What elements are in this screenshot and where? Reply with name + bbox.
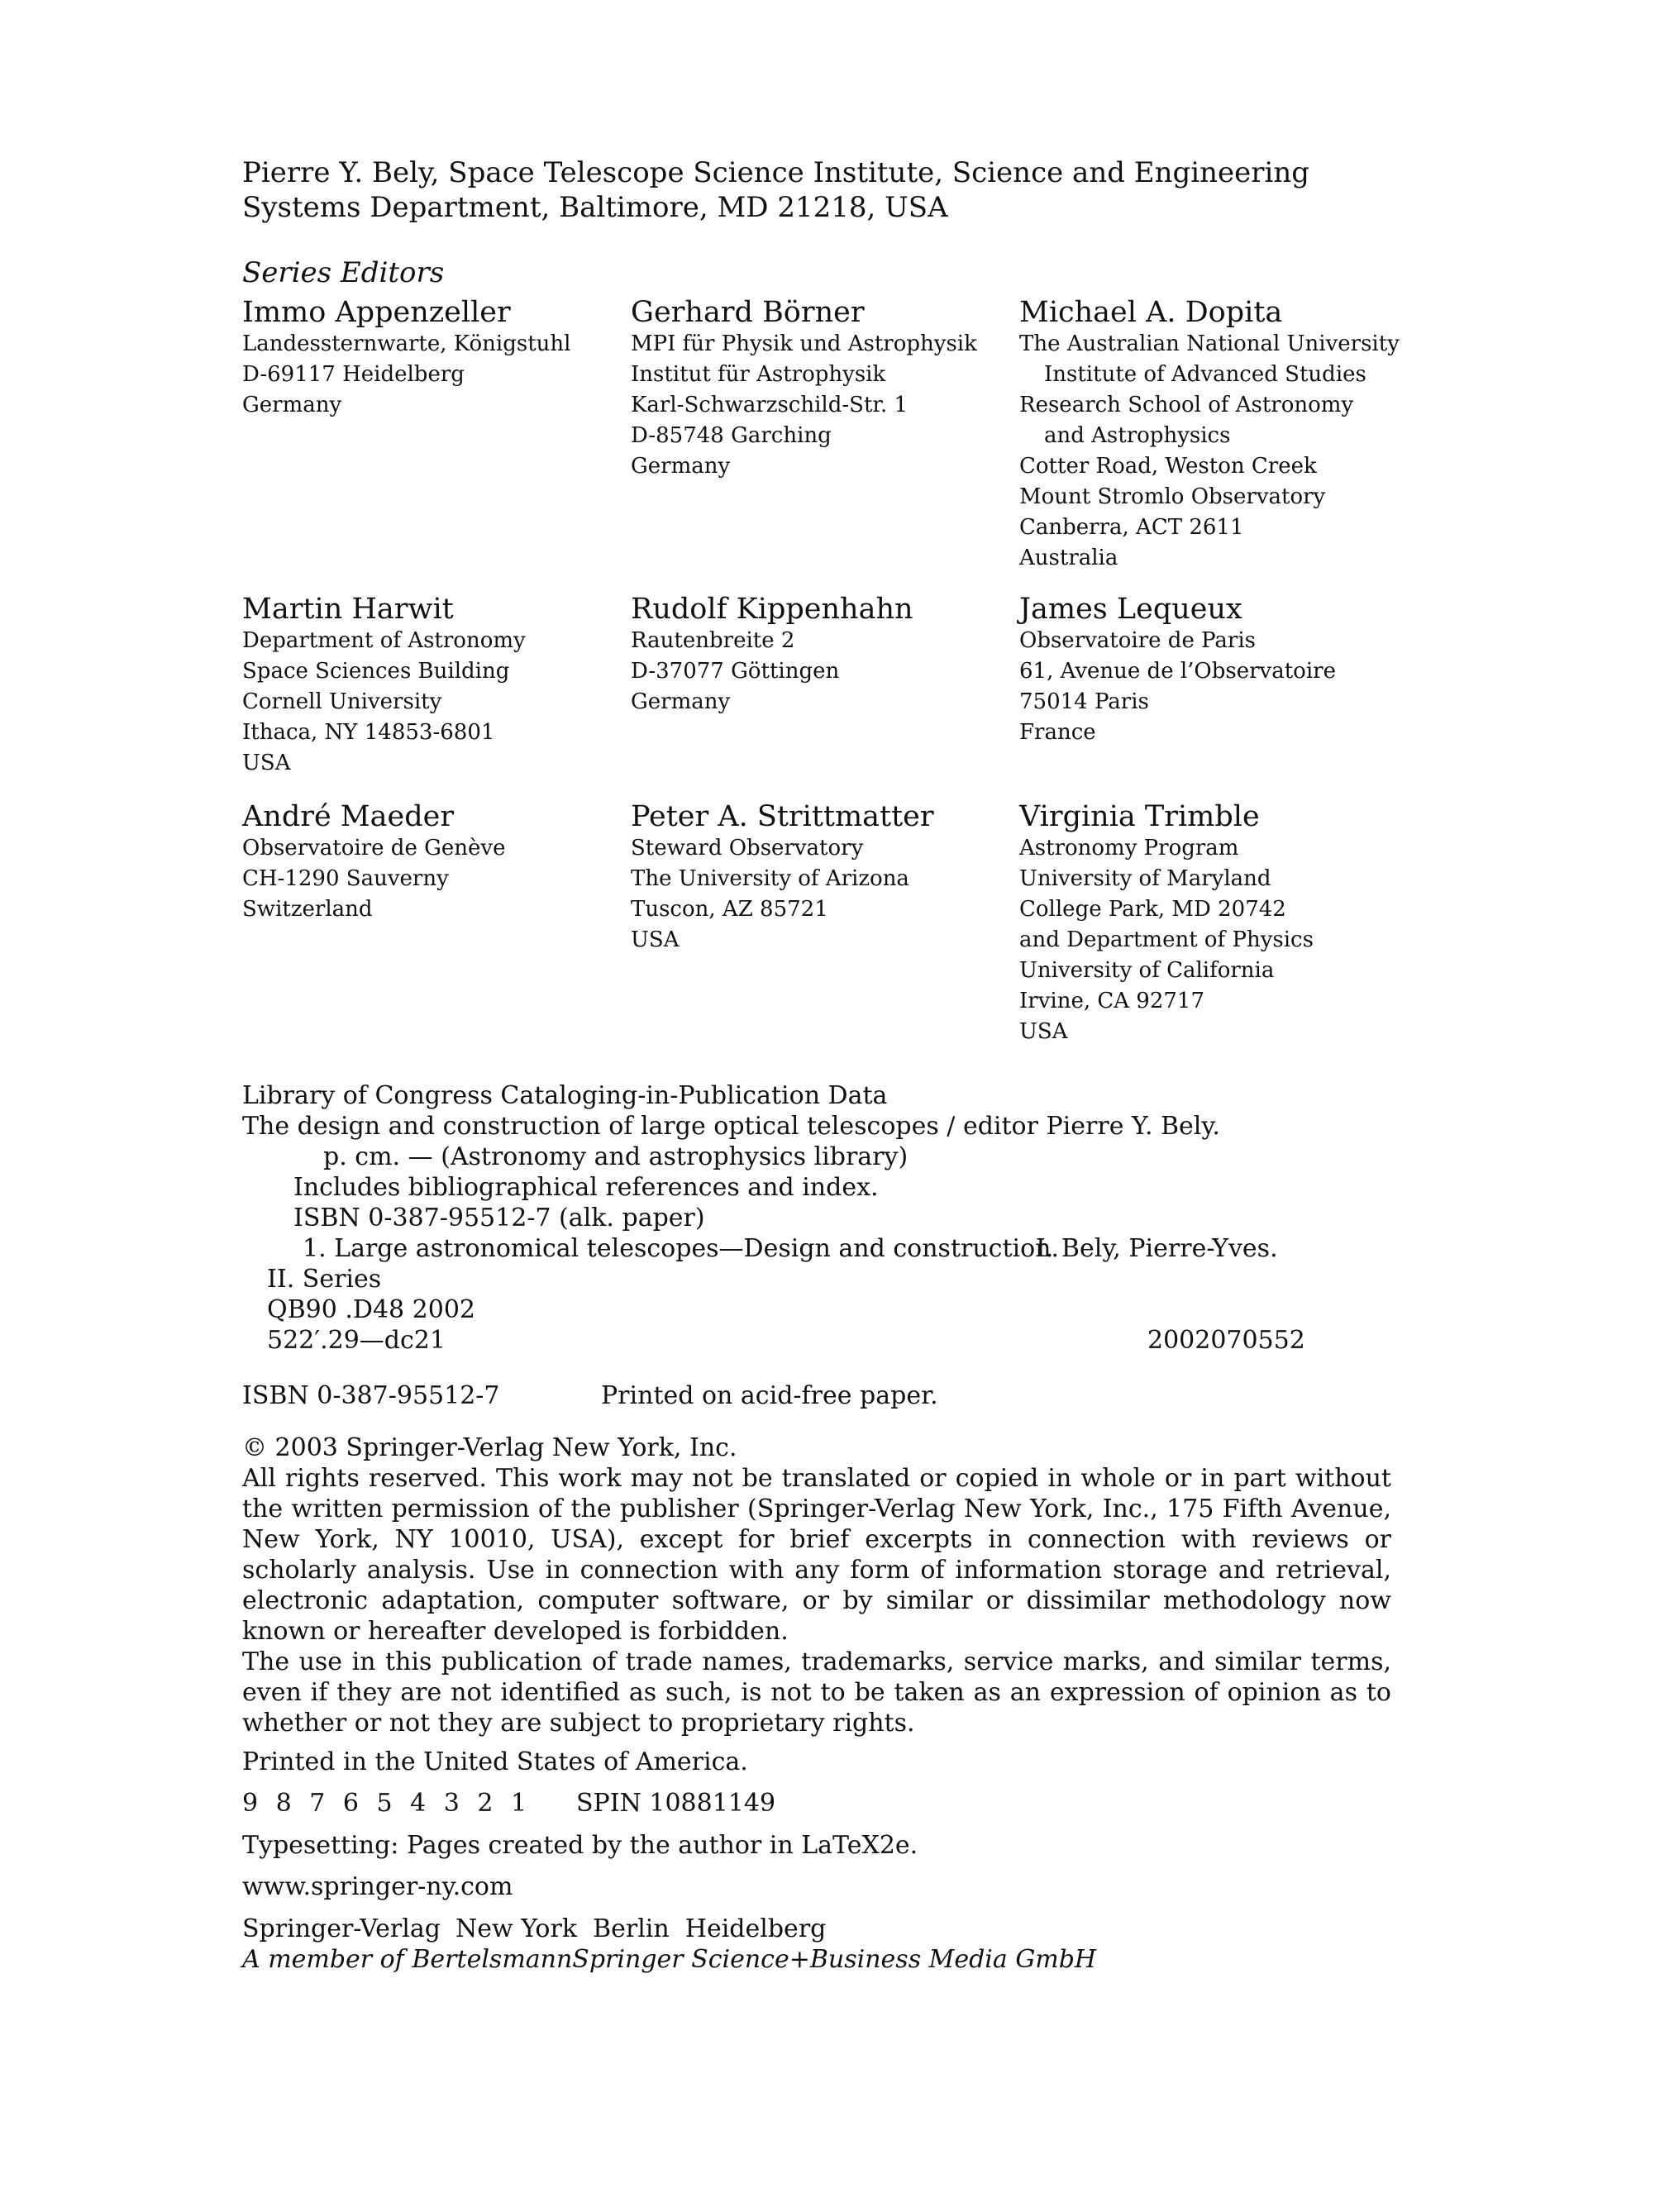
editor-address	[1019, 626, 1336, 748]
editor-address	[242, 329, 570, 421]
editor-address-line: Rautenbreite 2	[631, 628, 795, 653]
editor-block	[242, 296, 570, 421]
editor-address-line: USA	[631, 927, 680, 952]
editor-address-line: Institut für Astrophysik	[631, 362, 886, 387]
editor-address-line: USA	[1019, 1019, 1068, 1044]
editor-name: Rudolf Kippenhahn	[631, 593, 913, 626]
editor-name: James Lequeux	[1019, 593, 1242, 626]
cip-title: The design and construction of large optical telescopes / editor Pierre Y. Bely.	[242, 1112, 1220, 1141]
editor-address-line: Department of Astronomy	[242, 628, 526, 653]
editor-name: Immo Appenzeller	[242, 296, 511, 329]
editor-block	[242, 800, 505, 925]
cip-dewey: 522′.29—dc21	[267, 1326, 446, 1355]
member-line: A member of BertelsmannSpringer Science+Business Media GmbH	[242, 1945, 1097, 1974]
editor-address-line: Switzerland	[242, 897, 373, 922]
editor-address-line: The University of Arizona	[631, 866, 909, 891]
cip-collation: p. cm. — (Astronomy and astrophysics library)	[323, 1142, 909, 1171]
editor-address-line: Cotter Road, Weston Creek	[1019, 454, 1317, 479]
editor-name: Martin Harwit	[242, 593, 454, 626]
editor-name: Peter A. Strittmatter	[631, 800, 934, 833]
editor-block	[1019, 800, 1314, 1047]
editor-address-line: 75014 Paris	[1019, 689, 1149, 714]
editor-address-line: Tuscon, AZ 85721	[631, 897, 828, 922]
editor-address-line: D-69117 Heidelberg	[242, 362, 465, 387]
editor-name: André Maeder	[242, 800, 455, 833]
editor-address-line: Germany	[631, 689, 731, 714]
editor-address	[631, 329, 977, 482]
editor-block	[631, 593, 913, 717]
editor-block	[631, 296, 977, 482]
editor-address-line: Irvine, CA 92717	[1019, 989, 1205, 1013]
spin-number: SPIN 10881149	[576, 1789, 776, 1818]
editor-address-line: Karl-Schwarzschild-Str. 1	[631, 393, 909, 417]
editor-address-line: Institute of Advanced Studies	[1044, 362, 1366, 387]
editor-address-line: University of Maryland	[1019, 866, 1271, 891]
editor-address-line: D-85748 Garching	[631, 423, 832, 448]
editor-address	[242, 626, 526, 779]
editor-address-line: Germany	[242, 393, 342, 417]
editor-address-line: University of California	[1019, 958, 1275, 983]
editor-address-line: Canberra, ACT 2611	[1019, 515, 1244, 540]
editor-address	[1019, 329, 1400, 574]
editor-name: Virginia Trimble	[1019, 800, 1260, 833]
cip-added-entry: I. Bely, Pierre-Yves.	[1036, 1234, 1278, 1263]
editor-address-line: and Department of Physics	[1019, 927, 1314, 952]
editor-block	[1019, 296, 1400, 574]
editor-name: Michael A. Dopita	[1019, 296, 1283, 329]
cip-subject: 1. Large astronomical telescopes—Design and construction.	[303, 1234, 1060, 1263]
editor-address-line: The Australian National University	[1019, 331, 1400, 356]
editor-address-line: Observatoire de Genève	[242, 836, 506, 860]
editor-block	[1019, 593, 1336, 748]
editor-address	[242, 833, 505, 925]
editor-address-line: CH-1290 Sauverny	[242, 866, 449, 891]
cip-includes: Includes bibliographical references and index.	[293, 1173, 879, 1202]
editor-address-line: College Park, MD 20742	[1019, 897, 1286, 922]
editor-address	[1019, 833, 1314, 1047]
editor-address-line: Ithaca, NY 14853-6801	[242, 720, 495, 745]
editor-address-line: MPI für Physik und Astrophysik	[631, 331, 977, 356]
editor-address-line: Australia	[1019, 546, 1118, 570]
editor-name: Gerhard Börner	[631, 296, 865, 329]
editor-address-line: Space Sciences Building	[242, 659, 510, 684]
editor-address-line: USA	[242, 751, 291, 775]
typesetting-note: Typesetting: Pages created by the author in LaTeX2e.	[242, 1831, 918, 1860]
editor-address-line: Cornell University	[242, 689, 442, 714]
cip-isbn: ISBN 0-387-95512-7 (alk. paper)	[293, 1204, 705, 1232]
trade-names-paragraph: The use in this publication of trade names, trademarks, service marks, and similar terms, even if they are not identified as such, is not to be taken as an expression of opinion as to whether or not they are subject to proprietary rights.	[242, 1647, 1391, 1738]
editor-block	[631, 800, 934, 956]
editor-address-line: D-37077 Göttingen	[631, 659, 840, 684]
editor-address	[631, 833, 934, 956]
editor-address-line: Germany	[631, 454, 731, 479]
cip-lc-class: QB90 .D48 2002	[267, 1295, 475, 1324]
editor-address-line: France	[1019, 720, 1096, 745]
print-line: 9 8 7 6 5 4 3 2 1	[242, 1789, 532, 1818]
editor-address-line: Landessternwarte, Königstuhl	[242, 331, 571, 356]
isbn: ISBN 0-387-95512-7	[242, 1381, 500, 1410]
series-editors-label: Series Editors	[242, 256, 445, 289]
editor-address-line: 61, Avenue de l’Observatoire	[1019, 659, 1336, 684]
editor-address	[631, 626, 913, 717]
cip-lccn: 2002070552	[1147, 1326, 1305, 1355]
website: www.springer-ny.com	[242, 1872, 513, 1901]
editor-address-line: Steward Observatory	[631, 836, 864, 860]
copyright-line: © 2003 Springer-Verlag New York, Inc.	[242, 1433, 737, 1462]
editor-address-line: and Astrophysics	[1044, 423, 1231, 448]
editor-address-line: Astronomy Program	[1019, 836, 1239, 860]
cip-heading: Library of Congress Cataloging-in-Publication Data	[242, 1081, 888, 1110]
editor-address-line: Observatoire de Paris	[1019, 628, 1257, 653]
publisher-cities: New York Berlin Heidelberg	[455, 1914, 827, 1943]
publisher-name: Springer-Verlag	[242, 1914, 441, 1943]
author-affiliation: Pierre Y. Bely, Space Telescope Science Institute, Science and Engineering Systems Department, Baltimore, MD 21218, USA	[242, 156, 1310, 224]
printed-in: Printed in the United States of America.	[242, 1747, 748, 1776]
rights-paragraph: All rights reserved. This work may not be translated or copied in whole or in part without the written permission of the publisher (Springer-Verlag New York, Inc., 175 Fifth Avenue, New York, NY 10010, USA), except for brief excerpts in connection with reviews or scholarly analysis. Use in connection with any form of information storage and retrieval, electronic adaptation, computer software, or by similar or dissimilar methodology now known or hereafter developed is forbidden.	[242, 1464, 1391, 1646]
editor-address-line: Mount Stromlo Observatory	[1019, 484, 1326, 509]
acid-free-note: Printed on acid-free paper.	[601, 1381, 938, 1410]
cip-series: II. Series	[267, 1265, 382, 1294]
editor-block	[242, 593, 526, 779]
editor-address-line: Research School of Astronomy	[1019, 393, 1354, 417]
